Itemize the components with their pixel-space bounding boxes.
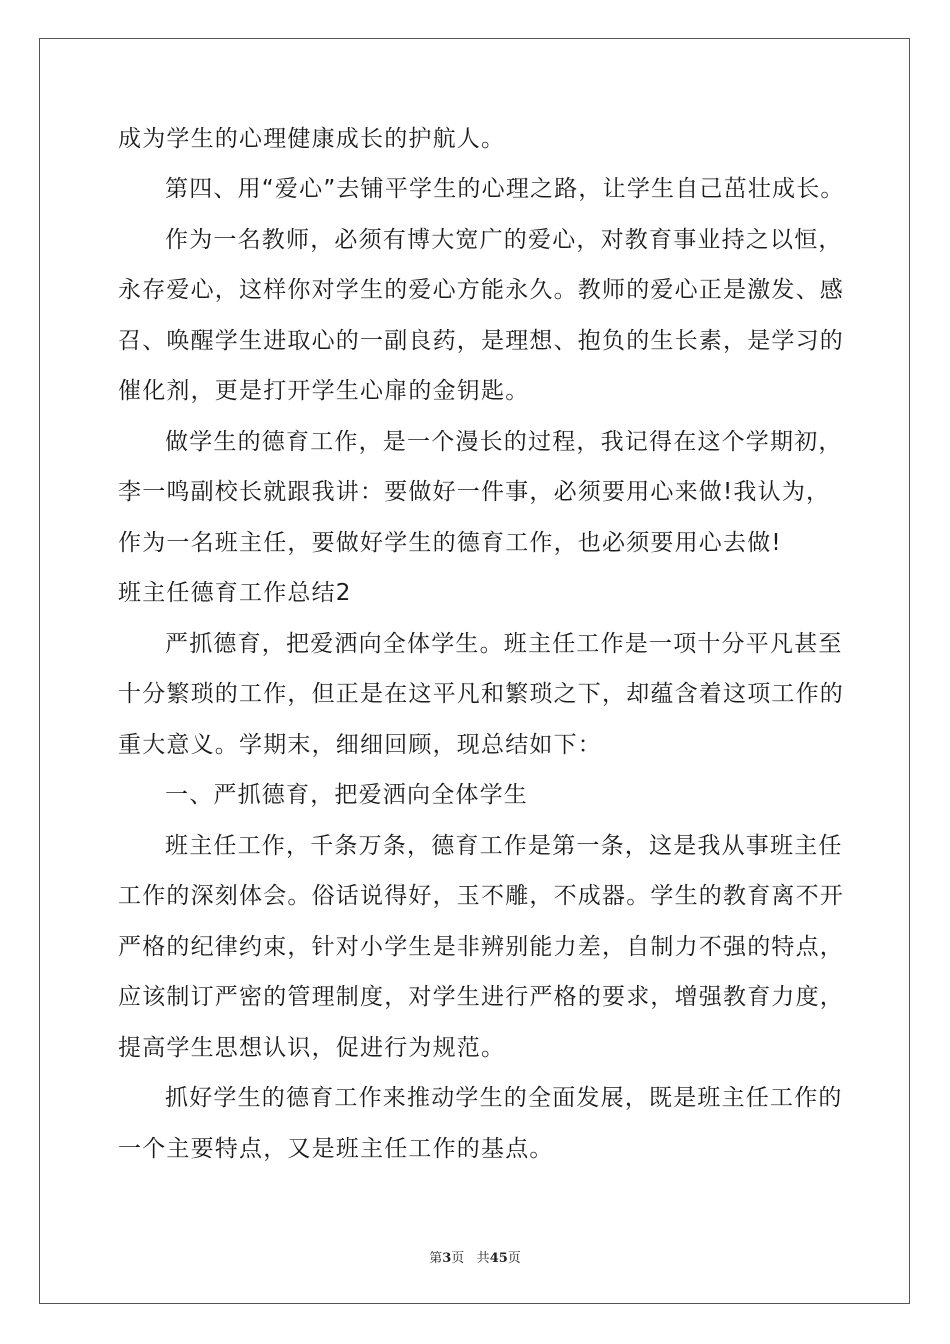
text-line: 成为学生的心理健康成长的护航人。: [118, 126, 506, 152]
current-page-number: 3: [442, 1251, 452, 1266]
text-line: 催化剂，更是打开学生心扉的金钥匙。: [118, 378, 530, 404]
section-heading: 班主任德育工作总结2: [118, 580, 352, 606]
text-line: 永存爱心，这样你对学生的爱心方能永久。教师的爱心正是激发、感: [118, 277, 844, 303]
text-line: 重大意义。学期末，细细回顾，现总结如下：: [118, 732, 602, 758]
text-line: 班主任工作，千条万条，德育工作是第一条，这是我从事班主任: [165, 833, 843, 859]
text-line: 召、唤醒学生进取心的一副良药，是理想、抱负的生长素，是学习的: [118, 328, 844, 354]
total-pages-number: 45: [489, 1251, 508, 1266]
text-line: 工作的深刻体会。俗话说得好，玉不雕，不成器。学生的教育离不开: [118, 883, 844, 909]
footer-prefix: 第: [429, 1251, 443, 1266]
text-line: 做学生的德育工作，是一个漫长的过程，我记得在这个学期初，: [165, 429, 843, 455]
footer-page-suffix: 页: [451, 1251, 465, 1266]
text-line: 严格的纪律约束，针对小学生是非辨别能力差，自制力不强的特点，: [118, 934, 844, 960]
text-line: 抓好学生的德育工作来推动学生的全面发展，既是班主任工作的: [165, 1085, 843, 1111]
text-line: 作为一名教师，必须有博大宽广的爱心，对教育事业持之以恒，: [165, 227, 843, 253]
text-line: 李一鸣副校长就跟我讲：要做好一件事，必须要用心来做!我认为，: [118, 479, 831, 505]
page-footer: [0, 1247, 950, 1266]
text-line: 第四、用“爱心”去铺平学生的心理之路，让学生自己茁壮成长。: [165, 176, 845, 202]
text-line: 严抓德育，把爱洒向全体学生。班主任工作是一项十分平凡甚至: [165, 631, 843, 657]
text-line: 提高学生思想认识，促进行为规范。: [118, 1035, 506, 1061]
text-line: 一个主要特点，又是班主任工作的基点。: [118, 1136, 554, 1162]
text-line: 作为一名班主任，要做好学生的德育工作，也必须要用心去做!: [118, 530, 782, 556]
subsection-heading: 一、严抓德育，把爱洒向全体学生: [165, 782, 528, 808]
text-line: 十分繁琐的工作，但正是在这平凡和繁琐之下，却蕴含着这项工作的: [118, 681, 844, 707]
footer-total-prefix: 共: [476, 1251, 490, 1266]
footer-total-suffix: 页: [507, 1251, 521, 1266]
text-line: 应该制订严密的管理制度，对学生进行严格的要求，增强教育力度，: [118, 984, 844, 1010]
